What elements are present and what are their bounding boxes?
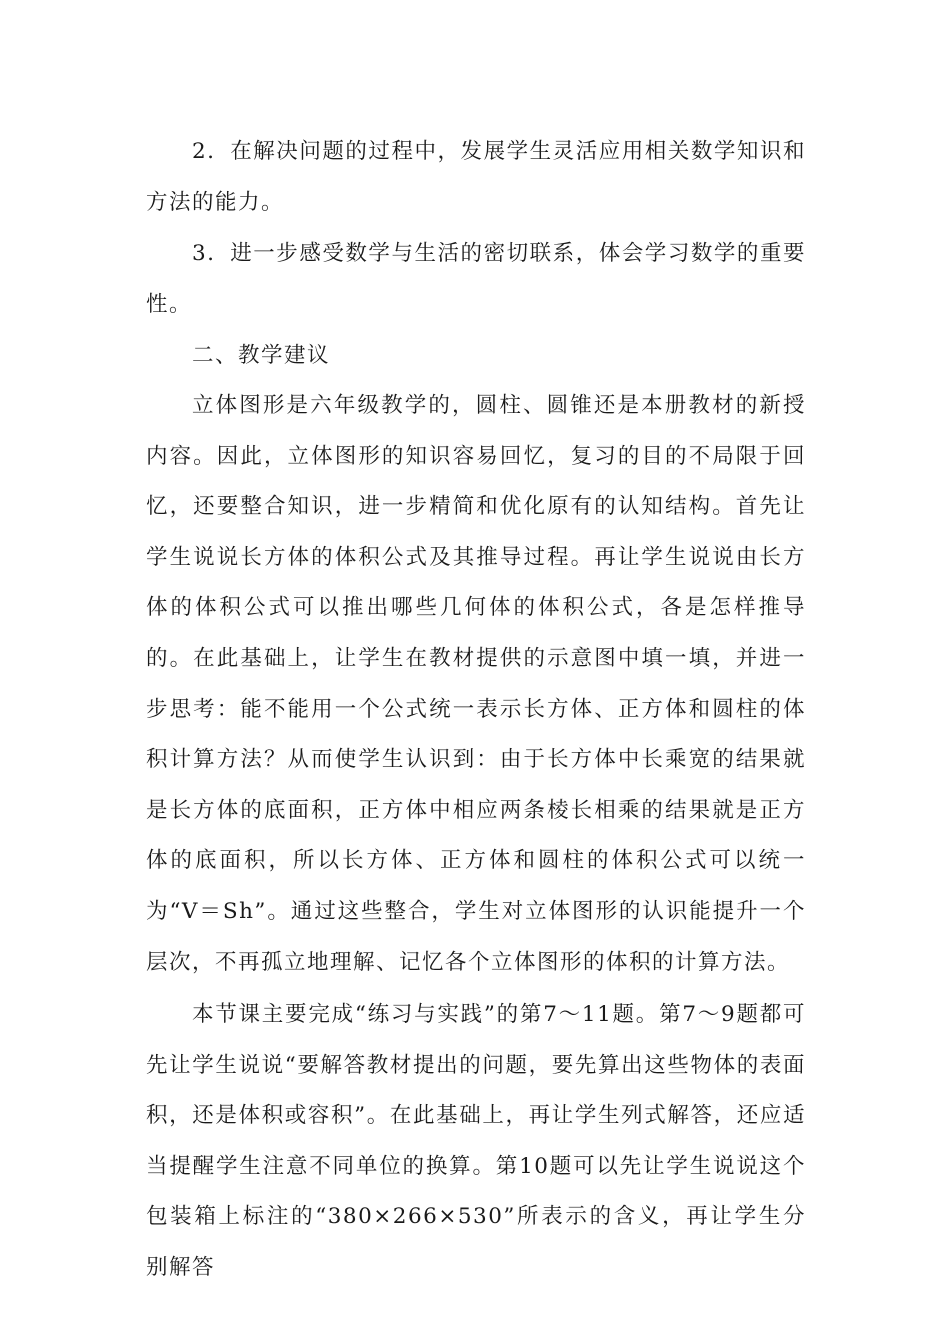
- paragraph-exercises: 本节课主要完成“练习与实践”的第7～11题。第7～9题都可先让学生说说“要解答教材提出的问题，要先算出这些物体的表面积，还是体积或容积”。在此基础上，再让学生列式解答，还应适当提醒学生注意不同单位的换算。第10题可以先让学生说说这个包装箱上标注的“380×266×530”所表示的含义，再让学生分别解答: [146, 1002, 806, 1280]
- paragraph-solid-figures: 立体图形是六年级教学的，圆柱、圆锥还是本册教材的新授内容。因此，立体图形的知识容易回忆，复习的目的不局限于回忆，还要整合知识，进一步精简和优化原有的认知结构。首先让学生说说长方体的体积公式及其推导过程。再让学生说说由长方体的体积公式可以推出哪些几何体的体积公式，各是怎样推导的。在此基础上，让学生在教材提供的示意图中填一填，并进一步思考：能不能用一个公式统一表示长方体、正方体和圆柱的体积计算方法？从而使学生认识到：由于长方体中长乘宽的结果就是长方体的底面积，正方体中相应两条棱长相乘的结果就是正方体的底面积，所以长方体、正方体和圆柱的体积公式可以统一为“V＝Sh”。通过这些整合，学生对立体图形的认识能提升一个层次，不再孤立地理解、记忆各个立体图形的体积的计算方法。: [146, 393, 806, 975]
- paragraph-objective-3: 3．进一步感受数学与生活的密切联系，体会学习数学的重要性。: [146, 241, 806, 317]
- paragraph-objective-2: 2．在解决问题的过程中，发展学生灵活应用相关数学知识和方法的能力。: [146, 139, 806, 215]
- section-heading-teaching-suggestions: 二、教学建议: [192, 343, 331, 368]
